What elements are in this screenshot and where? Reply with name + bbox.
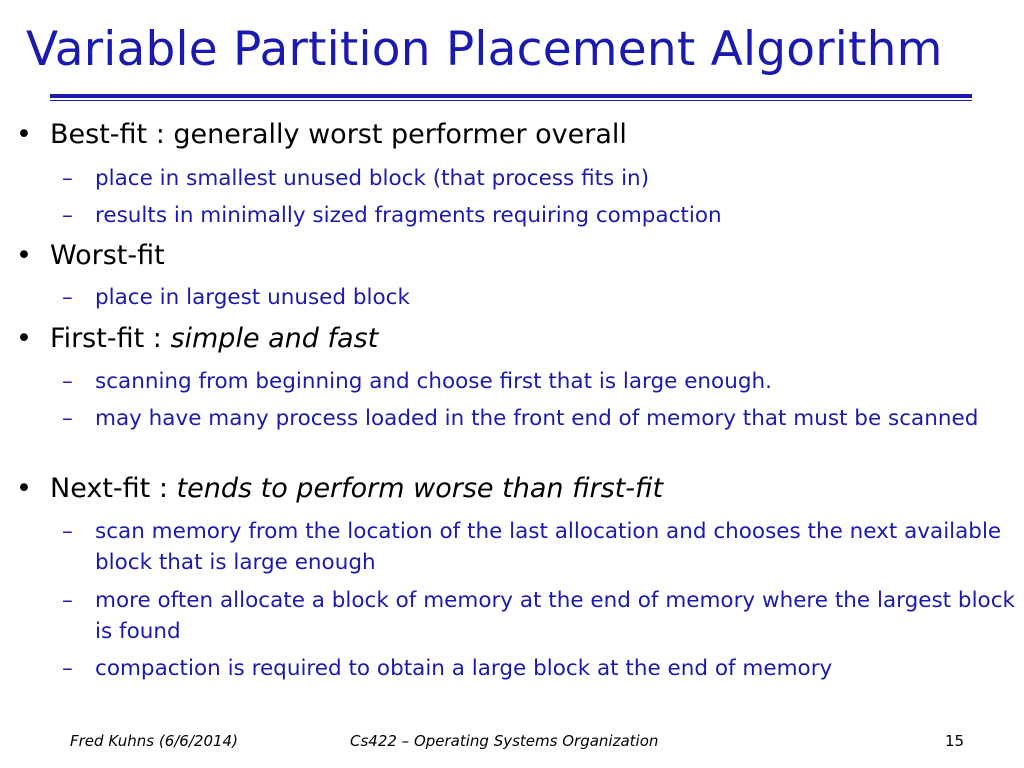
sub-bullet [62, 403, 1017, 434]
footer-course: Cs422 – Operating Systems Organization [350, 732, 659, 750]
dash-glyph: – [62, 406, 73, 431]
dash-glyph: – [62, 519, 73, 544]
bullet-best-fit [16, 119, 627, 150]
bullet-first-fit [16, 323, 378, 354]
bullet-label: First-fit : [50, 323, 162, 354]
sub-bullet-text: place in largest unused block [95, 285, 410, 310]
dash-glyph: – [62, 369, 73, 394]
bullet-emphasis: simple and fast [170, 323, 379, 354]
sub-bullet-text: results in minimally sized fragments requiring compaction [95, 203, 722, 228]
title-underline-thin [50, 100, 972, 101]
sub-bullet-text: may have many process loaded in the front end of memory that must be scanned [95, 406, 979, 431]
sub-bullet-text: scan memory from the location of the last allocation and chooses the next available block that is large enough [95, 519, 1002, 575]
dash-glyph: – [62, 203, 73, 228]
dash-glyph: – [62, 588, 73, 613]
sub-bullet [62, 282, 1017, 313]
sub-bullet-text: compaction is required to obtain a large block at the end of memory [95, 656, 833, 681]
bullet-next-fit [16, 473, 663, 504]
bullet-emphasis: generally worst performer overall [173, 119, 627, 150]
dash-glyph: – [62, 656, 73, 681]
bullet-label: Next-fit : [50, 473, 168, 504]
dash-glyph: – [62, 166, 73, 191]
bullet-glyph: • [16, 240, 32, 271]
sub-bullet-text: place in smallest unused block (that process fits in) [95, 166, 650, 191]
sub-bullet-text: more often allocate a block of memory at the end of memory where the largest block is found [95, 588, 1015, 644]
bullet-label: Best-fit : [50, 119, 165, 150]
footer-page-number: 15 [945, 732, 965, 750]
slide-title: Variable Partition Placement Algorithm [26, 22, 943, 77]
sub-bullet [62, 366, 1017, 397]
bullet-glyph: • [16, 323, 32, 354]
bullet-label: Worst-fit [50, 240, 165, 271]
footer-author: Fred Kuhns (6/6/2014) [70, 732, 238, 750]
sub-bullet-text: scanning from beginning and choose first that is large enough. [95, 369, 772, 394]
bullet-glyph: • [16, 119, 32, 150]
sub-bullet [62, 200, 1017, 231]
dash-glyph: – [62, 285, 73, 310]
bullet-worst-fit [16, 240, 165, 271]
bullet-glyph: • [16, 473, 32, 504]
sub-bullet [62, 516, 1017, 578]
sub-bullet [62, 653, 1017, 684]
title-underline-thick [50, 94, 972, 98]
sub-bullet [62, 585, 1017, 647]
sub-bullet [62, 163, 1017, 194]
bullet-emphasis: tends to perform worse than first-fit [176, 473, 664, 504]
